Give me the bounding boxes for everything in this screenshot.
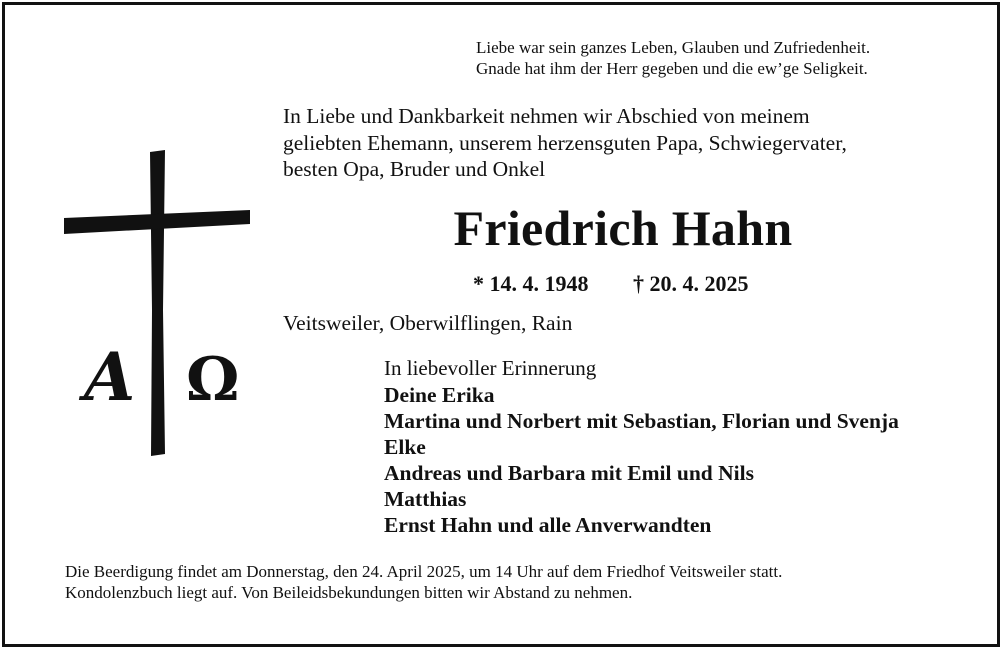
mourner: Matthias [384, 487, 467, 511]
intro-text [283, 103, 983, 183]
mourners-list [384, 382, 899, 538]
motto [476, 37, 976, 79]
memory-line: In liebevoller Erinnerung [384, 356, 597, 380]
intro-line-3: besten Opa, Bruder und Onkel [283, 157, 546, 181]
mourner: Martina und Norbert mit Sebastian, Florian und Svenja [384, 409, 899, 433]
mourner: Andreas und Barbara mit Emil und Nils [384, 461, 754, 485]
places-of-residence: Veitsweiler, Oberwilflingen, Rain [283, 311, 573, 335]
intro-line-2: geliebten Ehemann, unserem herzensguten Papa, Schwiegervater, [283, 130, 847, 155]
motto-line-1: Liebe war sein ganzes Leben, Glauben und Zufriedenheit. [476, 38, 871, 57]
death-date: † 20. 4. 2025 [633, 271, 749, 296]
cross-icon [64, 150, 254, 460]
funeral-notice-line-1: Die Beerdigung findet am Donnerstag, den 24. April 2025, um 14 Uhr auf dem Friedhof Veitsweiler statt. [65, 562, 783, 581]
funeral-notice-line-2: Kondolenzbuch liegt auf. Von Beileidsbekundungen bitten wir Abstand zu nehmen. [65, 583, 633, 602]
omega-symbol: Ω [186, 345, 240, 415]
birth-date: * 14. 4. 1948 [473, 271, 589, 296]
funeral-notice [65, 561, 985, 603]
intro-line-1: In Liebe und Dankbarkeit nehmen wir Abschied von meinem [283, 104, 810, 128]
motto-line-2: Gnade hat ihm der Herr gegeben und die ew’ge Seligkeit. [476, 59, 868, 78]
mourner: Ernst Hahn und alle Anverwandten [384, 513, 712, 537]
alpha-symbol: A [84, 338, 136, 416]
mourner: Elke [384, 435, 426, 459]
mourner: Deine Erika [384, 383, 495, 407]
deceased-name: Friedrich Hahn [453, 200, 793, 256]
cross-vertical-beam [150, 150, 165, 456]
